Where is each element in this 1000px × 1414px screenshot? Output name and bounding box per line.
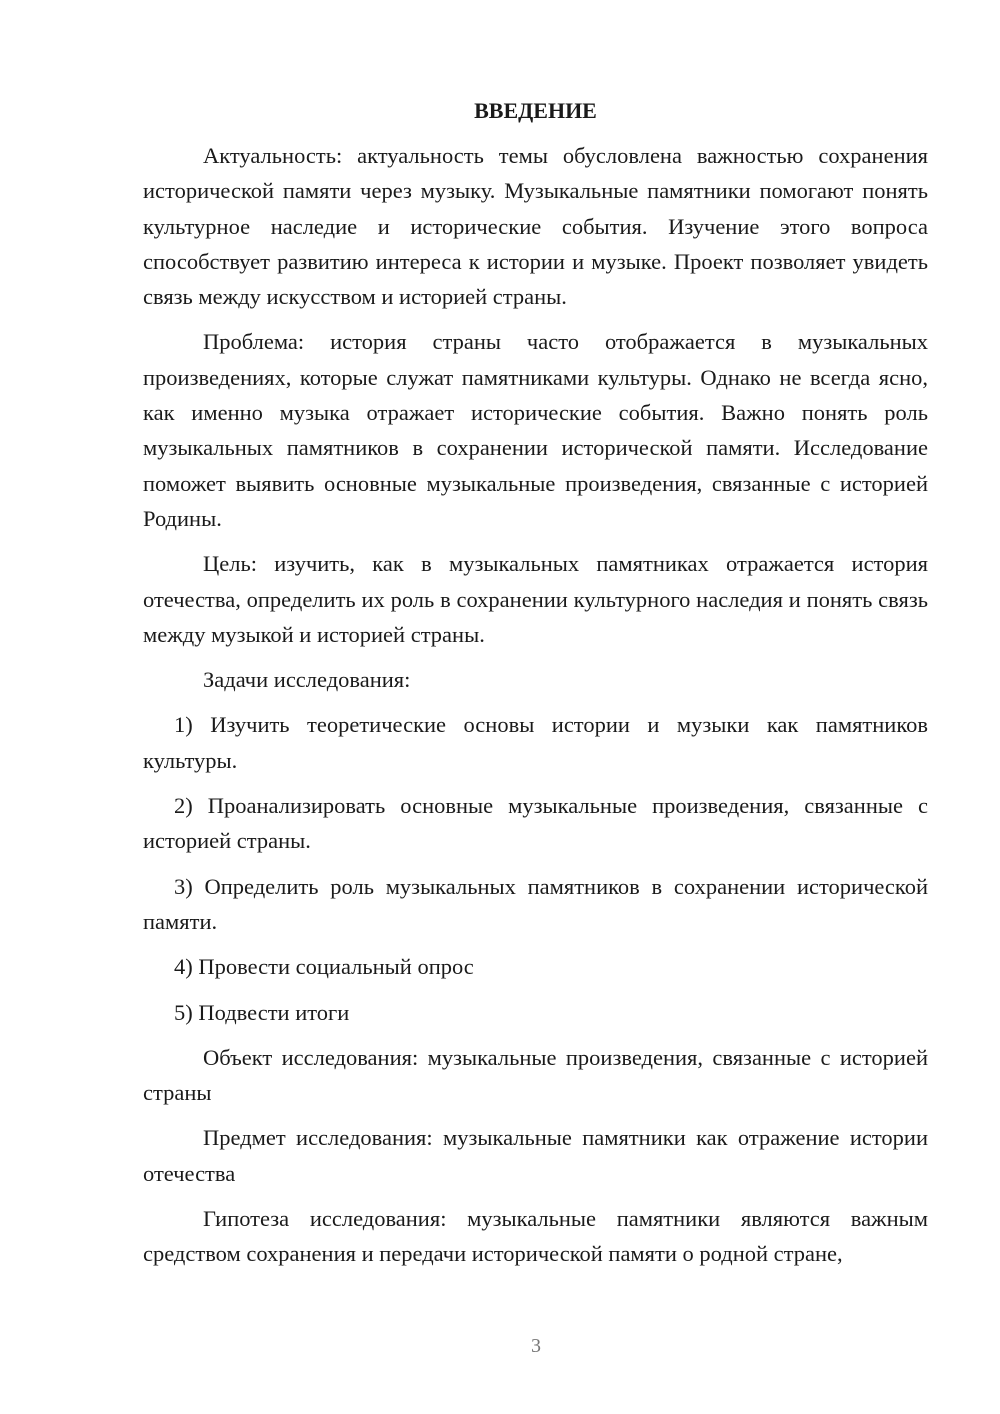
page-title: ВВЕДЕНИЕ (474, 98, 597, 123)
page-number: 3 (531, 1335, 541, 1357)
object-paragraph: Объект исследования: музыкальные произведения, связанные с историей страны (143, 1044, 928, 1106)
task-item: 2) Проанализировать основные музыкальные произведения, связанные с историей страны. (143, 793, 928, 854)
subject-paragraph: Предмет исследования: музыкальные памятники как отражение истории отечества (143, 1125, 928, 1186)
relevance-paragraph: Актуальность: актуальность темы обусловлена важностью сохранения исторической памяти через музыку. Музыкальные памятники помогают понять культурное наследие и исторические события. Изучение этого вопроса способствует развитию интереса к истории и музыке. Проект позволяет увидеть связь между искусством и историей страны. (143, 143, 928, 310)
task-item: 1) Изучить теоретические основы истории и музыки как памятников культуры. (143, 712, 928, 773)
tasks-heading: Задачи исследования: (203, 667, 411, 693)
hypothesis-paragraph: Гипотеза исследования: музыкальные памятники являются важным средством сохранения и передачи исторической памяти о родной стране, (143, 1206, 928, 1267)
task-item: 3) Определить роль музыкальных памятников в сохранении исторической памяти. (143, 873, 928, 934)
task-item: 5) Подвести итоги (174, 999, 350, 1025)
goal-paragraph: Цель: изучить, как в музыкальных памятниках отражается история отечества, определить их роль в сохранении культурного наследия и понять связь между музыкой и историей страны. (143, 551, 928, 647)
document-page (143, 96, 928, 1282)
task-item: 4) Провести социальный опрос (174, 954, 474, 980)
problem-paragraph: Проблема: история страны часто отображается в музыкальных произведениях, которые служат памятниками культуры. Однако не всегда ясно, как именно музыка отражает исторические события. Важно понять роль музыкальных памятников в сохранении исторической памяти. Исследование поможет выявить основные музыкальные произведения, связанные с историей Родины. (143, 329, 928, 531)
